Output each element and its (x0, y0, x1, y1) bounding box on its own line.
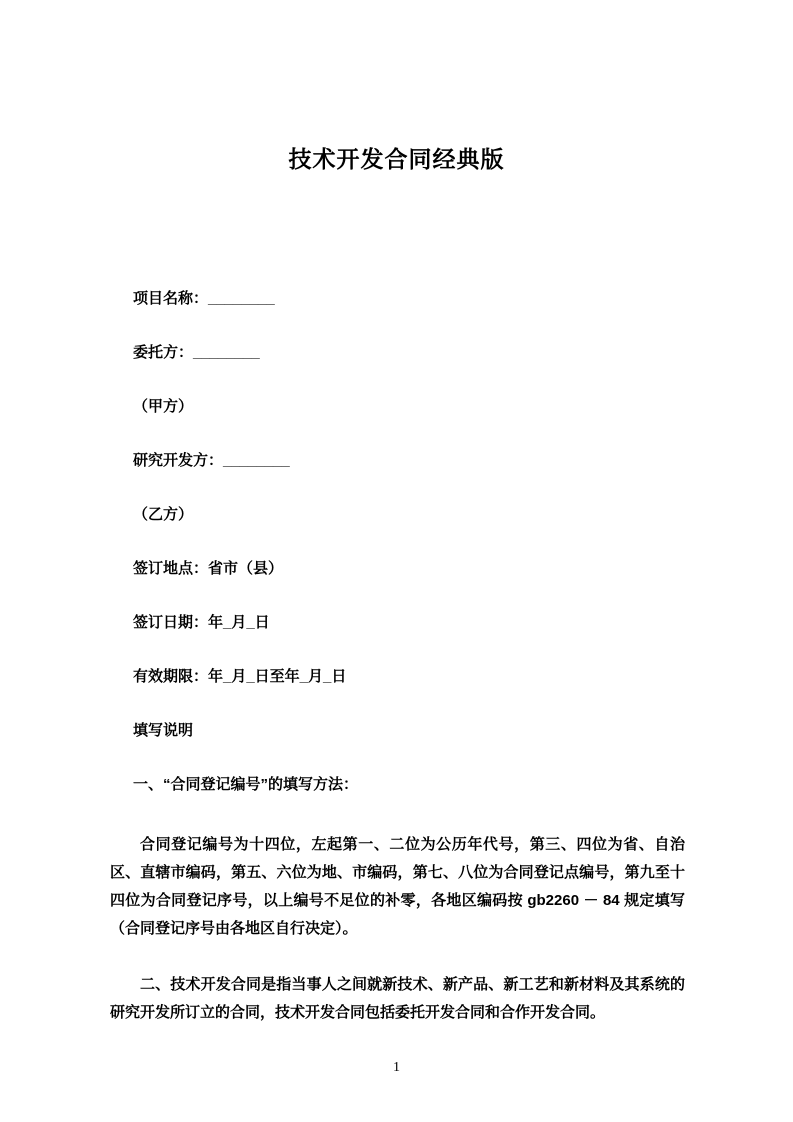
document-title: 技术开发合同经典版 (288, 146, 505, 172)
field-party-b: （乙方） (133, 506, 194, 523)
field-party-a: （甲方） (133, 398, 194, 415)
paragraph-registration-number: 合同登记编号为十四位，左起第一、二位为公历年代号，第三、四位为省、自治区、直辖市编码，第五、六位为地、市编码，第七、八位为合同登记点编号，第九至十四位为合同登记序号，以上编号不足位的补零，各地区编码按 gb2260 － 84 规定填写（合同登记序号由各地区自行决定）。 (110, 836, 685, 937)
heading-item-one: 一、“合同登记编号”的填写方法： (133, 776, 359, 793)
paragraph-item-two: 二、技术开发合同是指当事人之间就新技术、新产品、新工艺和新材料及其系统的研究开发所订立的合同，技术开发合同包括委托开发合同和合作开发合同。 (110, 976, 685, 1021)
heading-fill-instructions: 填写说明 (133, 722, 194, 739)
document-body (110, 291, 685, 1055)
field-developer: 研究开发方：________ (133, 452, 290, 469)
field-client: 委托方：________ (133, 344, 260, 361)
field-project-name: 项目名称：________ (133, 290, 275, 307)
field-signing-place: 签订地点：省市（县） (133, 560, 284, 577)
page-number: 1 (393, 1060, 400, 1075)
field-validity-period: 有效期限：年_月_日至年_月_日 (133, 668, 347, 685)
field-signing-date: 签订日期：年_月_日 (133, 614, 270, 631)
